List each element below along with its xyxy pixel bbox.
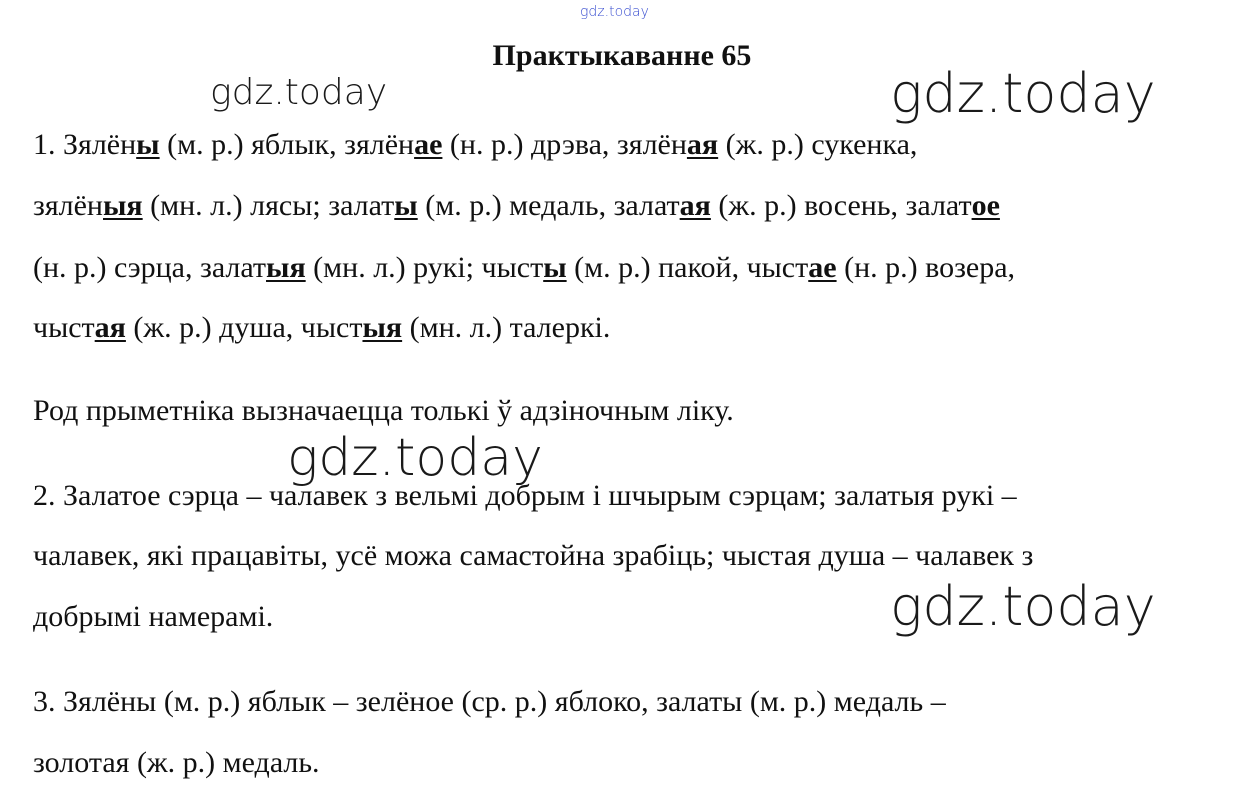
text: (м. р.) медаль, залат: [417, 189, 680, 222]
text: (м. р.) пакой, чыст: [566, 251, 809, 284]
watermark: gdz.today: [890, 575, 1156, 638]
ending-highlight: ое: [971, 189, 1000, 222]
exercise-2-line-3: добрымі намерамі.: [33, 600, 274, 633]
text: зялён: [33, 189, 103, 222]
ending-highlight: ыя: [266, 251, 306, 284]
exercise-1-line-3: [33, 253, 1015, 283]
ending-highlight: ая: [679, 189, 711, 222]
exercise-3-line-1: 3. Зялёны (м. р.) яблык – зелёное (ср. р.) яблоко, залаты (м. р.) медаль –: [33, 685, 946, 718]
page-title: Практыкаванне 65: [492, 39, 752, 72]
ending-highlight: ы: [136, 128, 160, 161]
ending-highlight: ы: [394, 189, 418, 222]
text: (ж. р.) душа, чыст: [125, 311, 363, 344]
exercise-1-line-4: [33, 313, 610, 343]
ending-highlight: ыя: [103, 189, 143, 222]
watermark: gdz.today: [210, 72, 388, 113]
exercise-2-line-1: 2. Залатое сэрца – чалавек з вельмі добрым і шчырым сэрцам; залатыя рукі –: [33, 479, 1017, 512]
ending-highlight: ае: [414, 128, 443, 161]
ending-highlight: ая: [94, 311, 126, 344]
ending-highlight: ае: [808, 251, 837, 284]
text: (ж. р.) сукенка,: [718, 128, 918, 161]
ending-highlight: ая: [686, 128, 719, 161]
text: (м. р.) яблык, зялён: [159, 128, 415, 161]
exercise-1-line-2: [33, 191, 1000, 221]
watermark: gdz.today: [287, 428, 543, 488]
text: (мн. л.) лясы; залат: [142, 189, 395, 222]
text: (н. р.) сэрца, залат: [33, 251, 267, 284]
note-line: Род прыметніка вызначаецца толькі ў адзіночным ліку.: [33, 394, 734, 427]
watermark: gdz.today: [890, 62, 1156, 125]
exercise-3-line-2: золотая (ж. р.) медаль.: [33, 746, 320, 779]
watermark-top: gdz.today: [580, 4, 649, 20]
ending-highlight: ыя: [362, 311, 403, 344]
text: (мн. л.) рукі; чыст: [305, 251, 544, 284]
text: (ж. р.) восень, залат: [710, 189, 972, 222]
exercise-2-line-2: чалавек, які працавіты, усё можа самастойна зрабіць; чыстая душа – чалавек з: [33, 539, 1034, 572]
text: (мн. л.) талеркі.: [402, 311, 611, 344]
text: (н. р.) дрэва, зялён: [442, 128, 687, 161]
ending-highlight: ы: [543, 251, 567, 284]
exercise-1-line-1: [33, 130, 917, 160]
text: чыст: [33, 311, 95, 344]
text: (н. р.) возера,: [836, 251, 1016, 284]
text: 1. Зялён: [33, 128, 137, 161]
